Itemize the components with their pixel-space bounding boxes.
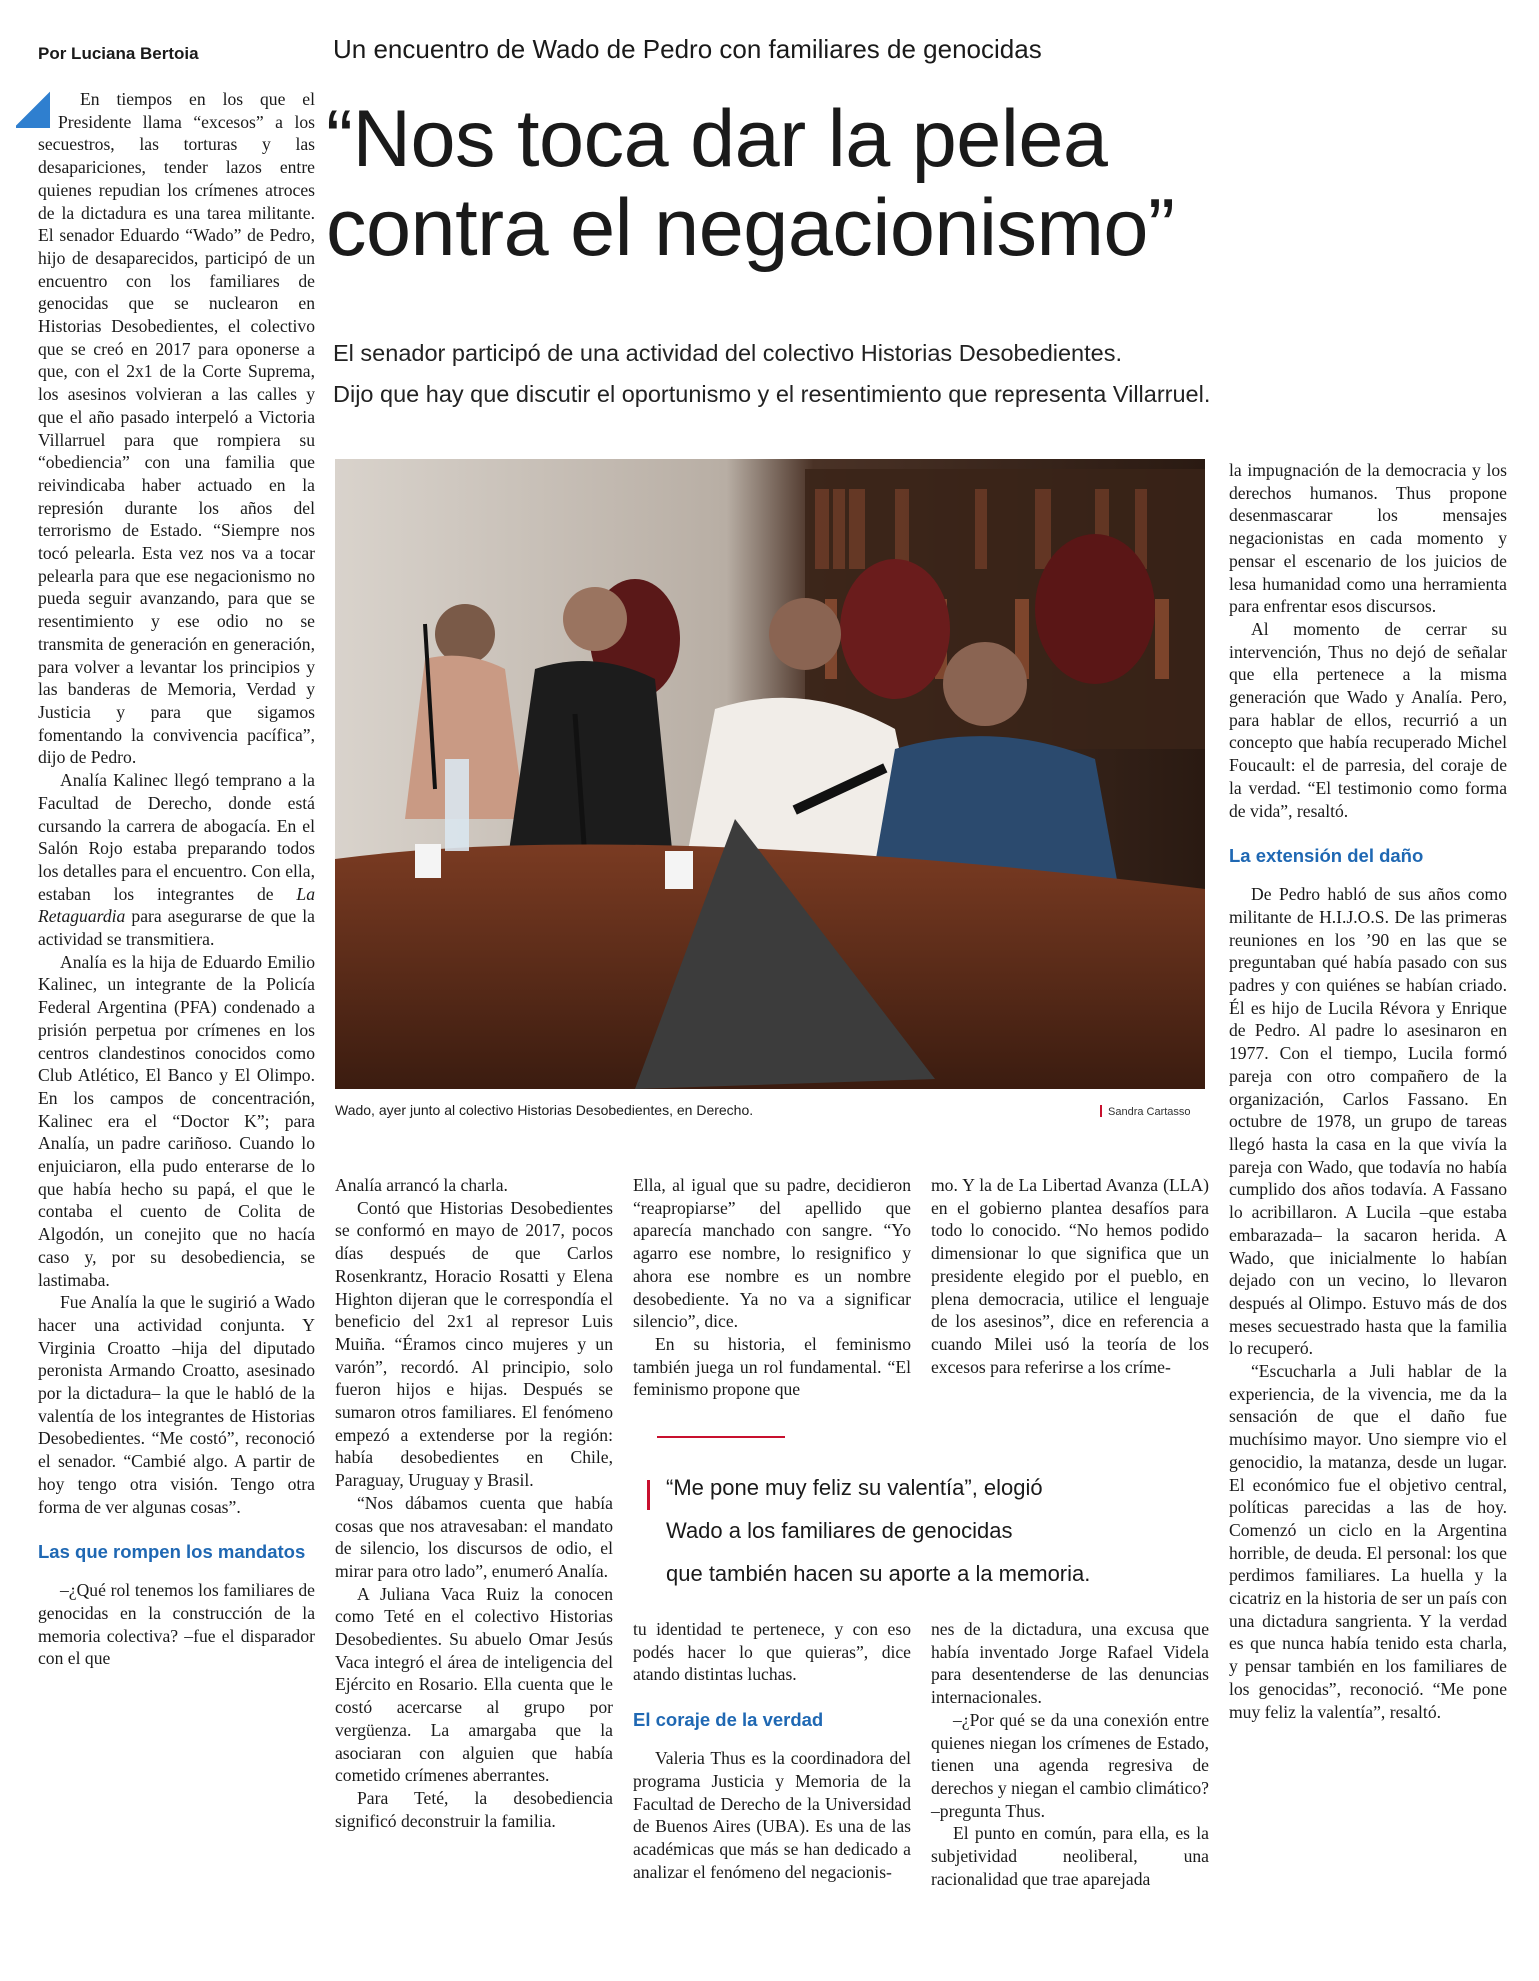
paragraph: nes de la dictadura, una excusa que había inventado Jorge Rafael Videla para desentenderse de las denuncias internacionales. (931, 1619, 1209, 1708)
paragraph: “Nos dábamos cuenta que había cosas que nos atravesaban: el mandato de silencio, los discursos de odio, el mirar para otro lado”, enumeró Analía. (335, 1492, 613, 1581)
column-3-top (633, 1174, 911, 1401)
paragraph: Ella, al igual que su padre, decidieron “reapropiarse” del apellido que aparecía manchado con sangre. “Yo agarro ese nombre, lo resignifico y ahora ese nombre es un nombre desobediente. Ya no va a significar silencio”, dice. (633, 1175, 911, 1332)
column-2 (335, 1174, 613, 1832)
publication-name: La Retaguardia (38, 883, 315, 927)
kicker: Un encuentro de Wado de Pedro con familiares de genocidas (333, 34, 1042, 64)
paragraph: A Juliana Vaca Ruiz la conocen como Teté en el colectivo Historias Desobedientes. Su abuelo Omar Jesús Vaca integró el área de inteligencia del Ejército en Rosario. Ella cuenta que le costó acercarse al grupo por vergüenza. La amargaba que la asociaran con alguien que había cometido crímenes aberrantes. (335, 1583, 613, 1786)
column-5 (1229, 459, 1507, 1723)
deck-line-2: Dijo que hay que discutir el oportunismo y el resentimiento que representa Villarruel. (333, 381, 1211, 407)
headline-line-1: “Nos toca dar la pelea (326, 94, 1108, 184)
paragraph: Valeria Thus es la coordinadora del programa Justicia y Memoria de la Facultad de Derecho de la Universidad de Buenos Aires (UBA). Es una de las académicas que más se han dedicado a analizar el fenómeno del negacionis- (633, 1748, 911, 1882)
subhead: Las que rompen los mandatos (38, 1541, 306, 1563)
paragraph: Analía es la hija de Eduardo Emilio Kalinec, un integrante de la Policía Federal Argentina (PFA) condenado a prisión perpetua por crímenes en los centros clandestinos conocidos como Club Atlético, El Banco y El Olimpo. En los campos de concentración, Kalinec era el “Doctor K”; para Analía, un padre cariñoso. Cuando lo enjuiciaron, ella pudo enterarse de lo que había hecho su papá, el que le contaba el cuento de Colita de Algodón, un conejito que no hacía caso y, por su desobediencia, se lastimaba. (38, 951, 315, 1290)
paragraph: Al momento de cerrar su intervención, Thus no dejó de señalar que ella pertenece a la misma generación que Wado y Analía. Pero, para hablar de ellos, recurrió a un concepto que había recuperado Michel Foucault: el de parresia, del coraje de la verdad. “El testimonio como forma de vida”, resaltó. (1229, 618, 1507, 821)
paragraph: En su historia, el feminismo también juega un rol fundamental. “El feminismo propone que (633, 1333, 911, 1400)
byline: Por Luciana Bertoia (38, 44, 199, 63)
paragraph: Analía Kalinec llegó temprano a la Facultad de Derecho, donde está cursando la carrera de abogacía. En el Salón Rojo estaba preparando todos los detalles para el encuentro. Con ella, estaban los integrantes de La Retaguardia para asegurarse de que la actividad se transmitiera. (38, 770, 315, 950)
headline-line-2: contra el negacionismo” (326, 183, 1175, 273)
credit-marker (1100, 1105, 1102, 1117)
column-3-bottom (633, 1618, 911, 1883)
column-4-top (931, 1174, 1209, 1378)
pull-quote-marker (647, 1480, 650, 1510)
paragraph: Fue Analía la que le sugirió a Wado hacer una actividad conjunta. Y Virginia Croatto –hija del diputado peronista Armando Croatto, asesinado por la dictadura– la que le habló de la valentía de los integrantes de Historias Desobedientes. “Me costó”, reconoció el senador. “Cambié algo. A partir de hoy tengo otra visión. Tengo otra forma de ver algunas cosas”. (38, 1292, 315, 1517)
paragraph: tu identidad te pertenece, y con eso podés hacer lo que quieras”, dice atando distintas luchas. (633, 1619, 911, 1685)
paragraph: Para Teté, la desobediencia significó deconstruir la familia. (335, 1787, 613, 1831)
photo (335, 459, 1205, 1089)
paragraph: –¿Qué rol tenemos los familiares de genocidas en la construcción de la memoria colectiva? –fue el disparador con el que (38, 1580, 315, 1669)
photo-credit: Sandra Cartasso (1100, 1105, 1191, 1118)
paragraph: De Pedro habló de sus años como militante de H.I.J.O.S. De las primeras reuniones en los ’90 en las que se preguntaban qué había pasado con sus padres y con quiénes se habían criado. Él es hijo de Lucila Révora y Enrique de Pedro. Al padre lo asesinaron en 1977. Con el tiempo, Lucila formó pareja con otro compañero de la organización, Carlos Fassano. En octubre de 1978, un grupo de tareas llegó hasta la casa en la que vivía la pareja con Wado, que todavía no había cumplido dos años todavía. A Fassano lo acribillaron. A Lucila –que estaba embarazada– la sacaron herida. A Wado, que inicialmente lo habían dejado con un vecino, lo llevaron después al Olimpo. Estuvo más de dos meses secuestrado hasta que la familia lo recuperó. (1229, 884, 1507, 1359)
paragraph: mo. Y la de La Libertad Avanza (LLA) en el gobierno plantea desafíos para todo lo conocido. “No hemos podido dimensionar lo que significa que un presidente elegido por el pueblo, en plena democracia, utilice el lenguaje de los asesinos”, dice en referencia a cuando Milei usó la teoría de los excesos para referirse a los críme- (931, 1175, 1209, 1377)
pull-quote-rule (657, 1436, 785, 1438)
paragraph: Analía arrancó la charla. (335, 1175, 508, 1195)
column-4-bottom (931, 1618, 1209, 1890)
photo-caption: Wado, ayer junto al colectivo Historias Desobedientes, en Derecho. (335, 1102, 754, 1118)
headline (326, 95, 1506, 273)
pull-quote-text: “Me pone muy feliz su valentía”, elogió Wado a los familiares de genocidas que también hacen su aporte a la memoria. (666, 1475, 1091, 1586)
pull-quote (617, 1436, 1207, 1596)
paragraph: Contó que Historias Desobedientes se conformó en mayo de 2017, pocos días después de que Carlos Rosenkrantz, Horacio Rosatti y Elena Highton dijeran que le correspondía el beneficio del 2x1 al represor Luis Muiña. “Éramos cinco mujeres y un varón”, recordó. Al principio, solo fueron hijos e hijas. Después se sumaron otros familiares. El fenómeno empezó a extenderse por la región: había desobedientes en Chile, Paraguay, Uruguay y Brasil. (335, 1197, 613, 1491)
deck-line-1: El senador participó de una actividad del colectivo Historias Desobedientes. (333, 340, 1123, 366)
paragraph: El punto en común, para ella, es la subjetividad neoliberal, una racionalidad que trae aparejada (931, 1823, 1209, 1889)
deck (333, 333, 1513, 415)
paragraph: En tiempos en los que el Presidente llama “excesos” a los secuestros, las torturas y las desapariciones, tender lazos entre quienes repudian los crímenes atroces de la dictadura es una tarea militante. El senador Eduardo “Wado” de Pedro, hijo de desaparecidos, participó de un encuentro con los familiares de genocidas que se nuclearon en Historias Desobedientes, el colectivo que se creó en 2017 para oponerse a que, con el 2x1 de la Corte Suprema, los asesinos volvieran a las calles y que el año pasado interpeló a Victoria Villarruel para que rompiera su “obediencia” con una familia que reivindicaba haber actuado en la represión durante los años del terrorismo de Estado. “Siempre nos tocó pelearla. Esta vez nos va a tocar pelearla para que ese negacionismo no pueda seguir avanzando, para que se resentimiento y ese odio no se transmita de generación en generación, para volver a levantar los principios y las banderas de Memoria, Verdad y Justicia y para que sigamos fomentando la convivencia pacífica”, dijo de Pedro. (38, 89, 315, 768)
photo-people-panel-icon (335, 459, 1205, 1089)
subhead: El coraje de la verdad (633, 1709, 824, 1731)
column-1 (38, 88, 315, 1670)
subhead: La extensión del daño (1229, 845, 1424, 867)
paragraph: la impugnación de la democracia y los derechos humanos. Thus propone desenmascarar los mensajes negacionistas en cada momento y pensar el escenario de los juicios de lesa humanidad como una herramienta para enfrentar esos discursos. (1229, 460, 1507, 617)
paragraph: “Escucharla a Juli hablar de la experiencia, de la vivencia, me da la sensación de que el daño fue muchísimo mayor. Uno siempre vio el genocidio, la matanza, desde un lugar. El económico fue el objetivo central, políticas parecidas a las de hoy. Comenzó un ciclo en la Argentina horrible, de deuda. El personal: los que perdimos familiares. La huella y la cicatriz en la historia de ser un país con una dictadura sangrienta. Y la verdad es que nunca había tenido esta charla, y pensar también en los familiares de los genocidas”, reconoció. “Me pone muy feliz la valentía”, resaltó. (1229, 1361, 1507, 1722)
paragraph: –¿Por qué se da una conexión entre quienes niegan los crímenes de Estado, tienen una agenda regresiva de derechos y niegan el cambio climático? –pregunta Thus. (931, 1709, 1209, 1821)
